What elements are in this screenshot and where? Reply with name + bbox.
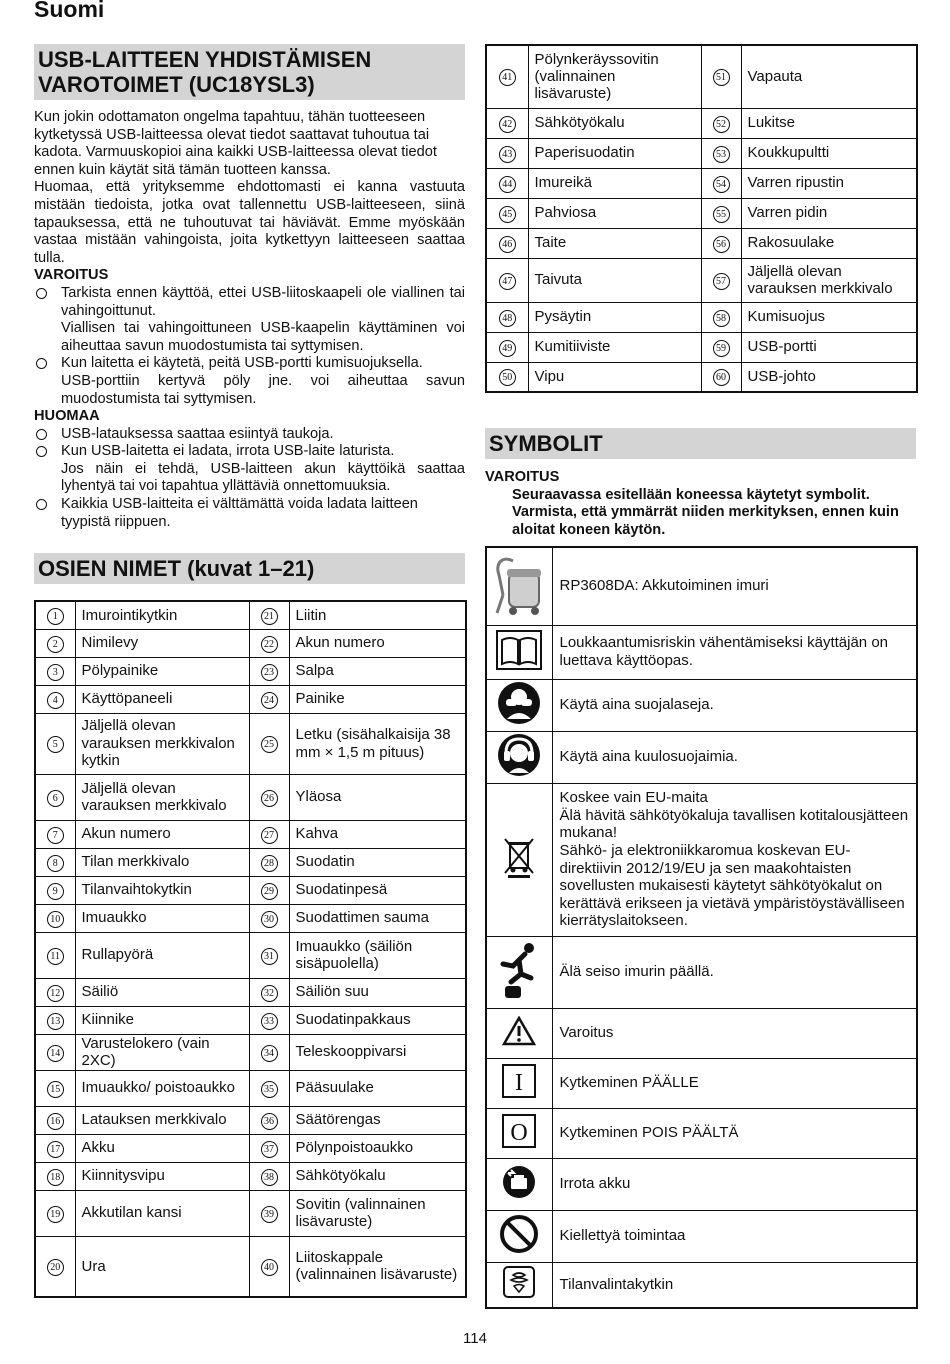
parts-row <box>486 362 917 392</box>
symbol-row <box>486 1210 917 1262</box>
parts-row <box>35 876 466 904</box>
part-name: Liitoskappale (valinnainen lisävaruste) <box>289 1236 466 1297</box>
part-name: Salpa <box>289 657 466 685</box>
svg-text:I: I <box>515 1069 524 1096</box>
part-number-badge: 9 <box>47 883 64 900</box>
usb-warning-label: VAROITUS <box>34 267 109 284</box>
symbol-description: Koskee vain EU-maita Älä hävitä sähkötyökaluja tavallisen kotitalousjätteen mukana! Sähkö- ja elektroniikkaromua koskevan EU-direktiivin 2012/19/EU ja sen maakohtaisten sovellusten mukaisesti käytetyt sähkötyökalut on kerättävä erikseen ja vietävä ympäristöystävälliseen kierrätyslaitokseen. <box>552 783 917 936</box>
part-number-badge: 42 <box>499 116 516 133</box>
usb-title-line2: VAROTOIMET (UC18YSL3) <box>38 72 315 97</box>
bullet-circle-icon <box>36 446 47 457</box>
part-number-badge: 53 <box>713 146 730 163</box>
safety-glasses-icon <box>486 679 552 731</box>
bullet-circle-icon <box>36 288 47 299</box>
parts-row <box>35 713 466 774</box>
usb-warning-item: Kun laitetta ei käytetä, peitä USB-portti kumisuojuksella. USB-porttiin kertyvä pöly jne. voi aiheuttaa savun muodostumista tai syttymisen. <box>34 355 465 408</box>
part-number-badge: 50 <box>499 369 516 386</box>
parts-row <box>35 904 466 932</box>
symbols-table <box>485 546 918 1309</box>
language-label: Suomi <box>34 0 105 22</box>
read-manual-icon <box>486 625 552 679</box>
parts-row <box>35 1070 466 1106</box>
part-name: Varren pidin <box>741 198 917 228</box>
part-number-badge: 48 <box>499 310 516 327</box>
part-number-badge: 57 <box>713 273 730 290</box>
usb-note-label: HUOMAA <box>34 408 100 425</box>
part-number-badge: 56 <box>713 236 730 253</box>
part-number-badge: 32 <box>261 985 278 1002</box>
part-name: Imureikä <box>528 168 701 198</box>
part-name: Imuaukko <box>75 904 249 932</box>
part-number-badge: 17 <box>47 1141 64 1158</box>
parts-row <box>486 108 917 138</box>
symbol-description: Varoitus <box>552 1008 917 1058</box>
part-number-badge: 10 <box>47 911 64 928</box>
part-name: Imuaukko (säiliön sisäpuolella) <box>289 932 466 978</box>
part-name: Teleskooppivarsi <box>289 1034 466 1070</box>
switch-on-icon <box>486 1058 552 1108</box>
part-name: Varustelokero (vain 2XC) <box>75 1034 249 1070</box>
symbol-description: Kytkeminen POIS PÄÄLTÄ <box>552 1108 917 1158</box>
part-number-badge: 59 <box>713 340 730 357</box>
part-name: Pölynpoistoaukko <box>289 1134 466 1162</box>
parts-row <box>35 932 466 978</box>
weee-crossed-bin-icon <box>486 783 552 936</box>
part-name: Akku <box>75 1134 249 1162</box>
part-name: Sähkötyökalu <box>289 1162 466 1190</box>
parts-row <box>486 138 917 168</box>
symbol-description: Kiellettyä toimintaa <box>552 1210 917 1262</box>
part-number-badge: 37 <box>261 1141 278 1158</box>
part-name: Käyttöpaneeli <box>75 685 249 713</box>
prohibited-icon <box>486 1210 552 1262</box>
symbol-row <box>486 1262 917 1308</box>
parts-row <box>35 848 466 876</box>
part-number-badge: 12 <box>47 985 64 1002</box>
part-name: Kumitiiviste <box>528 332 701 362</box>
part-name: Kiinnike <box>75 1006 249 1034</box>
part-number-badge: 14 <box>47 1045 64 1062</box>
part-name: Tilan merkkivalo <box>75 848 249 876</box>
part-number-badge: 21 <box>261 608 278 625</box>
part-name: Imuaukko/ poistoaukko <box>75 1070 249 1106</box>
part-number-badge: 31 <box>261 948 278 965</box>
part-name: Taivuta <box>528 258 701 302</box>
part-name: Imurointikytkin <box>75 601 249 629</box>
part-name: Taite <box>528 228 701 258</box>
part-number-badge: 15 <box>47 1081 64 1098</box>
bullet-circle-icon <box>36 358 47 369</box>
part-number-badge: 38 <box>261 1169 278 1186</box>
part-name: Kiinnitysvipu <box>75 1162 249 1190</box>
part-number-badge: 23 <box>261 664 278 681</box>
part-number-badge: 13 <box>47 1013 64 1030</box>
part-name: USB-johto <box>741 362 917 392</box>
symbols-section-title: SYMBOLIT <box>485 428 916 459</box>
part-number-badge: 51 <box>713 69 730 86</box>
bullet-circle-icon <box>36 499 47 510</box>
usb-warning-item: Tarkista ennen käyttöä, ettei USB-liitoskaapeli ole viallinen tai vahingoittunut. Viallisen tai vahingoittuneen USB-kaapelin käyttäminen voi aiheuttaa savun muodostumista tai syttymisen. <box>34 285 465 355</box>
parts-row <box>35 601 466 629</box>
symbol-description: Irrota akku <box>552 1158 917 1210</box>
part-number-badge: 52 <box>713 116 730 133</box>
part-number-badge: 60 <box>713 369 730 386</box>
parts-row <box>35 685 466 713</box>
part-name: Lukitse <box>741 108 917 138</box>
part-number-badge: 35 <box>261 1081 278 1098</box>
part-name: Pölynkeräyssovitin (valinnainen lisävaruste) <box>528 45 701 108</box>
symbol-description: Loukkaantumisriskin vähentämiseksi käyttäjän on luettava käyttöopas. <box>552 625 917 679</box>
part-name: Pääsuulake <box>289 1070 466 1106</box>
symbol-row <box>486 1058 917 1108</box>
part-number-badge: 1 <box>47 608 64 625</box>
part-number-badge: 11 <box>47 948 64 965</box>
part-name: Akun numero <box>289 629 466 657</box>
ear-protection-icon <box>486 731 552 783</box>
part-number-badge: 19 <box>47 1206 64 1223</box>
part-number-badge: 25 <box>261 736 278 753</box>
parts-row <box>35 978 466 1006</box>
symbol-description: Tilanvalintakytkin <box>552 1262 917 1308</box>
parts-row <box>486 198 917 228</box>
part-name: Vipu <box>528 362 701 392</box>
symbol-description: RP3608DA: Akkutoiminen imuri <box>552 547 917 625</box>
part-name: Letku (sisähalkaisija 38 mm × 1,5 m pituus) <box>289 713 466 774</box>
symbols-intro <box>485 469 916 539</box>
vacuum-cleaner-icon <box>486 547 552 625</box>
part-name: Jäljellä olevan varauksen merkkivalo <box>75 774 249 820</box>
symbol-row <box>486 679 917 731</box>
part-name: Painike <box>289 685 466 713</box>
part-name: Suodattimen sauma <box>289 904 466 932</box>
part-name: Yläosa <box>289 774 466 820</box>
parts-row <box>35 657 466 685</box>
part-name: Vapauta <box>741 45 917 108</box>
part-number-badge: 22 <box>261 636 278 653</box>
part-number-badge: 16 <box>47 1113 64 1130</box>
part-name: Säiliö <box>75 978 249 1006</box>
parts-row <box>35 1134 466 1162</box>
part-number-badge: 54 <box>713 176 730 193</box>
usb-section-title <box>34 44 465 100</box>
symbol-row <box>486 936 917 1008</box>
part-number-badge: 45 <box>499 206 516 223</box>
part-name: Ura <box>75 1236 249 1297</box>
parts-row <box>35 1034 466 1070</box>
part-name: Rullapyörä <box>75 932 249 978</box>
part-number-badge: 40 <box>261 1259 278 1276</box>
part-number-badge: 47 <box>499 273 516 290</box>
part-number-badge: 8 <box>47 855 64 872</box>
symbol-row <box>486 625 917 679</box>
parts-row <box>35 1106 466 1134</box>
parts-row <box>35 774 466 820</box>
part-name: Akkutilan kansi <box>75 1190 249 1236</box>
part-number-badge: 58 <box>713 310 730 327</box>
part-name: Koukkupultti <box>741 138 917 168</box>
parts-row <box>486 332 917 362</box>
usb-note-item: Kaikkia USB-laitteita ei välttämättä voida ladata laitteen tyypistä riippuen. <box>34 496 465 531</box>
part-number-badge: 39 <box>261 1206 278 1223</box>
part-number-badge: 18 <box>47 1169 64 1186</box>
parts-section-title: OSIEN NIMET (kuvat 1–21) <box>34 553 465 584</box>
part-name: Jäljellä olevan varauksen merkkivalon kytkin <box>75 713 249 774</box>
part-number-badge: 36 <box>261 1113 278 1130</box>
usb-section-body <box>34 109 465 531</box>
parts-row <box>486 228 917 258</box>
part-number-badge: 6 <box>47 790 64 807</box>
parts-row <box>486 45 917 108</box>
symbols-warning-text: Seuraavassa esitellään koneessa käytetyt symbolit. Varmista, että ymmärrät niiden merkityksen, ennen kuin aloitat koneen käytön. <box>512 486 899 538</box>
switch-off-icon <box>486 1108 552 1158</box>
symbol-description: Käytä aina suojalaseja. <box>552 679 917 731</box>
part-name: Liitin <box>289 601 466 629</box>
part-name: Sähkötyökalu <box>528 108 701 138</box>
part-number-badge: 5 <box>47 736 64 753</box>
parts-row <box>486 302 917 332</box>
usb-title-line1: USB-LAITTEEN YHDISTÄMISEN <box>38 47 372 72</box>
part-name: Latauksen merkkivalo <box>75 1106 249 1134</box>
parts-row <box>35 1006 466 1034</box>
symbols-warning-label: VAROITUS <box>485 469 560 485</box>
parts-table-continued <box>485 44 918 393</box>
part-number-badge: 2 <box>47 636 64 653</box>
parts-table <box>34 600 467 1298</box>
symbol-description: Kytkeminen PÄÄLLE <box>552 1058 917 1108</box>
part-number-badge: 26 <box>261 790 278 807</box>
warning-triangle-icon <box>486 1008 552 1058</box>
usb-note-item: USB-latauksessa saattaa esiintyä taukoja. <box>34 426 465 444</box>
part-name: Kahva <box>289 820 466 848</box>
remove-battery-icon <box>486 1158 552 1210</box>
symbol-row <box>486 783 917 936</box>
svg-text:O: O <box>510 1119 528 1146</box>
part-name: Pahviosa <box>528 198 701 228</box>
part-number-badge: 55 <box>713 206 730 223</box>
part-name: Pysäytin <box>528 302 701 332</box>
part-number-badge: 20 <box>47 1259 64 1276</box>
usb-intro-2: Huomaa, että yrityksemme ehdottomasti ei kanna vastuuta mistään tiedoista, jotka ovat tallennettu USB-laitteeseen, siinä tapauksessa, että ne tuhoutuvat tai häviävät. Emme myöskään vastaa mistään vahingoista, joita kytkettyyn laitteeseen saattaa tulla. <box>34 179 465 266</box>
part-name: Suodatin <box>289 848 466 876</box>
part-name: Jäljellä olevan varauksen merkkivalo <box>741 258 917 302</box>
part-number-badge: 3 <box>47 664 64 681</box>
part-name: Suodatinpakkaus <box>289 1006 466 1034</box>
part-number-badge: 24 <box>261 692 278 709</box>
part-name: Akun numero <box>75 820 249 848</box>
part-number-badge: 7 <box>47 827 64 844</box>
part-name: Varren ripustin <box>741 168 917 198</box>
parts-row <box>486 168 917 198</box>
symbol-row <box>486 1108 917 1158</box>
part-name: Suodatinpesä <box>289 876 466 904</box>
part-name: Kumisuojus <box>741 302 917 332</box>
symbol-row <box>486 1158 917 1210</box>
symbol-description: Älä seiso imurin päällä. <box>552 936 917 1008</box>
parts-row <box>486 258 917 302</box>
symbol-row <box>486 1008 917 1058</box>
part-name: Säätörengas <box>289 1106 466 1134</box>
part-number-badge: 33 <box>261 1013 278 1030</box>
usb-intro-1: Kun jokin odottamaton ongelma tapahtuu, tähän tuotteeseen kytketyssä USB-laitteessa olevat tiedot saattavat tuhoutua tai kadota. Varmuuskopioi aina kaikki USB-laitteessa olevat tiedot ennen kuin käytät sitä tämän tuotteen kanssa. <box>34 109 437 178</box>
bullet-circle-icon <box>36 429 47 440</box>
usb-note-item: Kun USB-laitetta ei ladata, irrota USB-laite laturista. Jos näin ei tehdä, USB-laitteen akun käyttöikä saattaa lyhentyä tai voi tapahtua yllättäviä onnettomuuksia. <box>34 443 465 496</box>
part-number-badge: 27 <box>261 827 278 844</box>
part-number-badge: 41 <box>499 69 516 86</box>
parts-row <box>35 1236 466 1297</box>
parts-row <box>35 1190 466 1236</box>
part-number-badge: 49 <box>499 340 516 357</box>
part-name: Paperisuodatin <box>528 138 701 168</box>
page-number: 114 <box>463 1330 487 1347</box>
symbol-row <box>486 547 917 625</box>
symbol-row <box>486 731 917 783</box>
part-name: Sovitin (valinnainen lisävaruste) <box>289 1190 466 1236</box>
part-number-badge: 4 <box>47 692 64 709</box>
part-number-badge: 29 <box>261 883 278 900</box>
part-name: USB-portti <box>741 332 917 362</box>
part-name: Rakosuulake <box>741 228 917 258</box>
symbol-description: Käytä aina kuulosuojaimia. <box>552 731 917 783</box>
parts-row <box>35 820 466 848</box>
part-number-badge: 34 <box>261 1045 278 1062</box>
part-number-badge: 44 <box>499 176 516 193</box>
part-number-badge: 28 <box>261 855 278 872</box>
part-number-badge: 30 <box>261 911 278 928</box>
part-name: Tilanvaihtokytkin <box>75 876 249 904</box>
do-not-stand-icon <box>486 936 552 1008</box>
parts-row <box>35 629 466 657</box>
part-name: Nimilevy <box>75 629 249 657</box>
part-name: Pölypainike <box>75 657 249 685</box>
parts-row <box>35 1162 466 1190</box>
part-number-badge: 46 <box>499 236 516 253</box>
part-name: Säiliön suu <box>289 978 466 1006</box>
mode-switch-icon <box>486 1262 552 1308</box>
part-number-badge: 43 <box>499 146 516 163</box>
